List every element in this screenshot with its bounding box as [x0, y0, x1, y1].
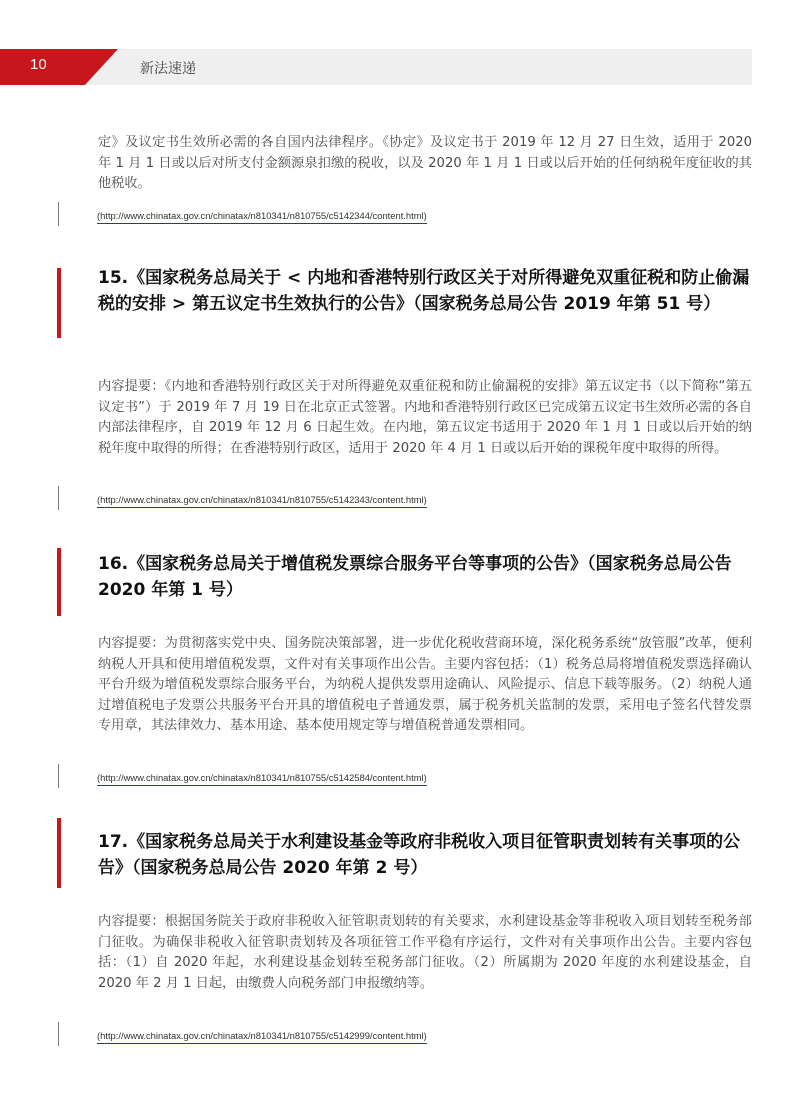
item-17-summary: 内容提要：根据国务院关于政府非税收入征管职责划转的有关要求，水利建设基金等非税收入项目划转至税务部门征收。为确保非税收入征管职责划转及各项征管工作平稳有序运行，文件对有关事项作出公告。主要内容包括：（1）自 2020 年起，水利建设基金划转至税务部门征收。（2）所属期为 2020 年度的水利建设基金，自 2020 年 2 月 1 日起，由缴费人向税务部门申报缴纳等。	[98, 914, 752, 991]
item-16-link-rule	[58, 764, 59, 788]
item-17-link-rule	[58, 1022, 59, 1046]
intro-paragraph: 定》及议定书生效所必需的各自国内法律程序。《协定》及议定书于 2019 年 12 月 27 日生效，适用于 2020 年 1 月 1 日或以后对所支付金额源泉扣缴的税收，以及 2020 年 1 月 1 日或以后开始的任何纳税年度征收的其他税收。	[98, 135, 752, 192]
page-number: 10	[30, 56, 47, 73]
item-15-summary: 内容提要：《内地和香港特别行政区关于对所得避免双重征税和防止偷漏税的安排》第五议定书（以下简称“第五议定书”）于 2019 年 7 月 19 日在北京正式签署。内地和香港特别行政区已完成第五议定书生效所必需的各自内部法律程序，自 2019 年 12 月 6 日起生效。在内地，第五议定书适用于 2020 年 1 月 1 日或以后开始的纳税年度中取得的所得；在香港特别行政区，适用于 2020 年 4 月 1 日或以后开始的课税年度中取得的所得。	[98, 379, 752, 456]
item-17-heading: 17.《国家税务总局关于水利建设基金等政府非税收入项目征管职责划转有关事项的公告》（国家税务总局公告 2020 年第 2 号）	[98, 832, 741, 878]
item-15-link[interactable]: (http://www.chinatax.gov.cn/chinatax/n810341/n810755/c5142343/content.html)	[97, 494, 427, 505]
item-15-heading: 15.《国家税务总局关于 < 内地和香港特别行政区关于对所得避免双重征税和防止偷漏税的安排 > 第五议定书生效执行的公告》（国家税务总局公告 2019 年第 51 号）	[98, 268, 750, 314]
item-16-accent-bar	[57, 548, 61, 616]
item-16-heading: 16.《国家税务总局关于增值税发票综合服务平台等事项的公告》（国家税务总局公告 2020 年第 1 号）	[98, 554, 732, 600]
item-16-link[interactable]: (http://www.chinatax.gov.cn/chinatax/n810341/n810755/c5142584/content.html)	[97, 772, 427, 783]
item-17-accent-bar	[57, 818, 61, 888]
item-16-summary: 内容提要：为贯彻落实党中央、国务院决策部署，进一步优化税收营商环境，深化税务系统“放管服”改革，便利纳税人开具和使用增值税发票，文件对有关事项作出公告。主要内容包括：（1）税务总局将增值税发票选择确认平台升级为增值税发票综合服务平台，为纳税人提供发票用途确认、风险提示、信息下载等服务。（2）纳税人通过增值税电子发票公共服务平台开具的增值税电子普通发票，属于税务机关监制的发票，采用电子签名代替发票专用章，其法律效力、基本用途、基本使用规定等与增值税普通发票相同。	[98, 636, 752, 734]
section-title: 新法速递	[140, 61, 196, 77]
intro-link-rule	[58, 202, 59, 226]
item-17-link[interactable]: (http://www.chinatax.gov.cn/chinatax/n810341/n810755/c5142999/content.html)	[97, 1030, 427, 1041]
item-15-accent-bar	[57, 268, 61, 338]
intro-link[interactable]: (http://www.chinatax.gov.cn/chinatax/n810341/n810755/c5142344/content.html)	[97, 210, 427, 221]
item-15-link-rule	[58, 486, 59, 510]
